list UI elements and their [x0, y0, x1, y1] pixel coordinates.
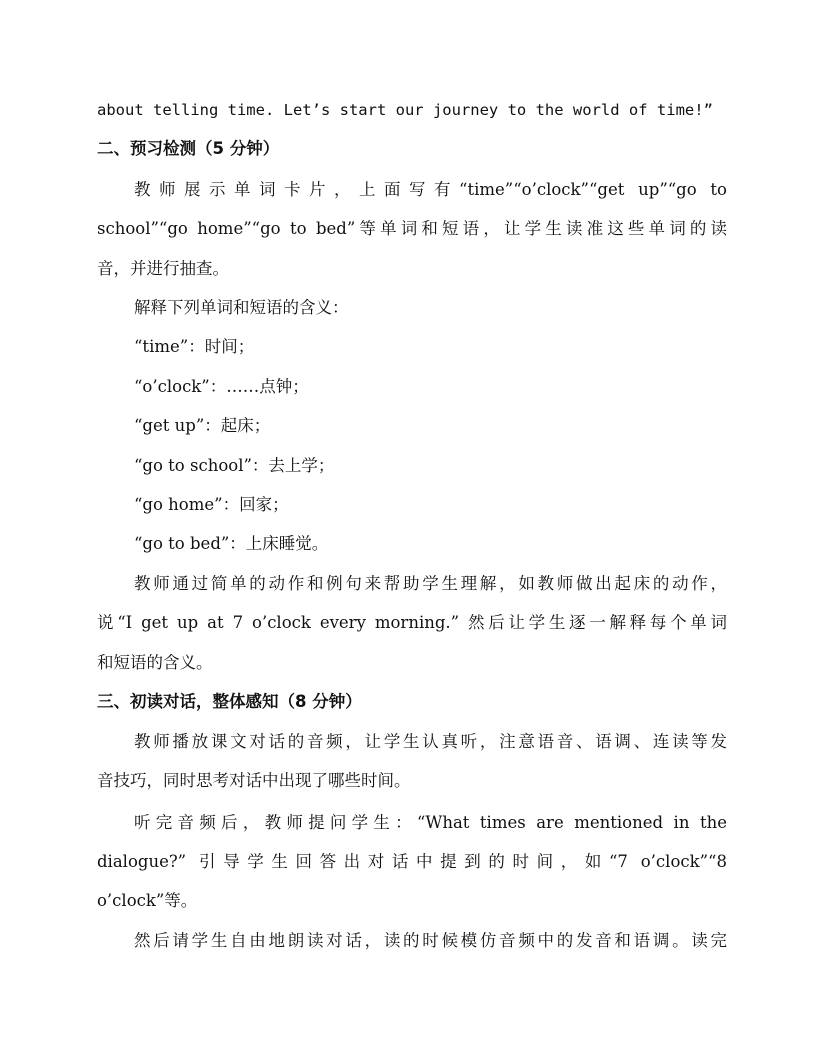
paragraph-line: 音技巧，同时思考对话中出现了哪些时间。	[97, 771, 411, 790]
definition-line: “go to bed”：上床睡觉。	[134, 534, 329, 553]
paragraph-line: o’clock”等。	[97, 891, 198, 910]
paragraph-line: 说“I get up at 7 o’clock every morning.” 然后让学生逐一解释每个单词	[97, 613, 727, 632]
paragraph-line: 教师展示单词卡片，上面写有“time”“o’clock”“get up”“go to	[134, 180, 727, 199]
paragraph-line: dialogue?” 引导学生回答出对话中提到的时间，如“7 o’clock”“8	[97, 852, 727, 871]
definition-line: “go home”：回家；	[134, 495, 289, 514]
paragraph-line: 解释下列单词和短语的含义：	[134, 298, 349, 317]
section-heading: 二、预习检测（5 分钟）	[97, 139, 280, 158]
definition-line: “o’clock”：……点钟；	[134, 377, 309, 396]
paragraph-line: 教师播放课文对话的音频，让学生认真听，注意语音、语调、连读等发	[134, 732, 727, 751]
paragraph-line: 然后请学生自由地朗读对话，读的时候模仿音频中的发音和语调。读完	[134, 931, 727, 950]
definition-line: “get up”：起床；	[134, 416, 271, 435]
definition-line: “go to school”：去上学；	[134, 456, 335, 475]
paragraph-line: about telling time. Let’s start our journey to the world of time!”	[97, 101, 713, 119]
paragraph-line: 音，并进行抽查。	[97, 259, 229, 278]
paragraph-line: 教师通过简单的动作和例句来帮助学生理解，如教师做出起床的动作，	[134, 574, 727, 593]
paragraph-line: 和短语的含义。	[97, 653, 213, 672]
definition-line: “time”：时间；	[134, 337, 255, 356]
paragraph-line: school”“go home”“go to bed”等单词和短语，让学生读准这些单词的读	[97, 219, 727, 238]
paragraph-line: 听完音频后，教师提问学生：“What times are mentioned in the	[134, 813, 727, 832]
section-heading: 三、初读对话，整体感知（8 分钟）	[97, 692, 362, 711]
